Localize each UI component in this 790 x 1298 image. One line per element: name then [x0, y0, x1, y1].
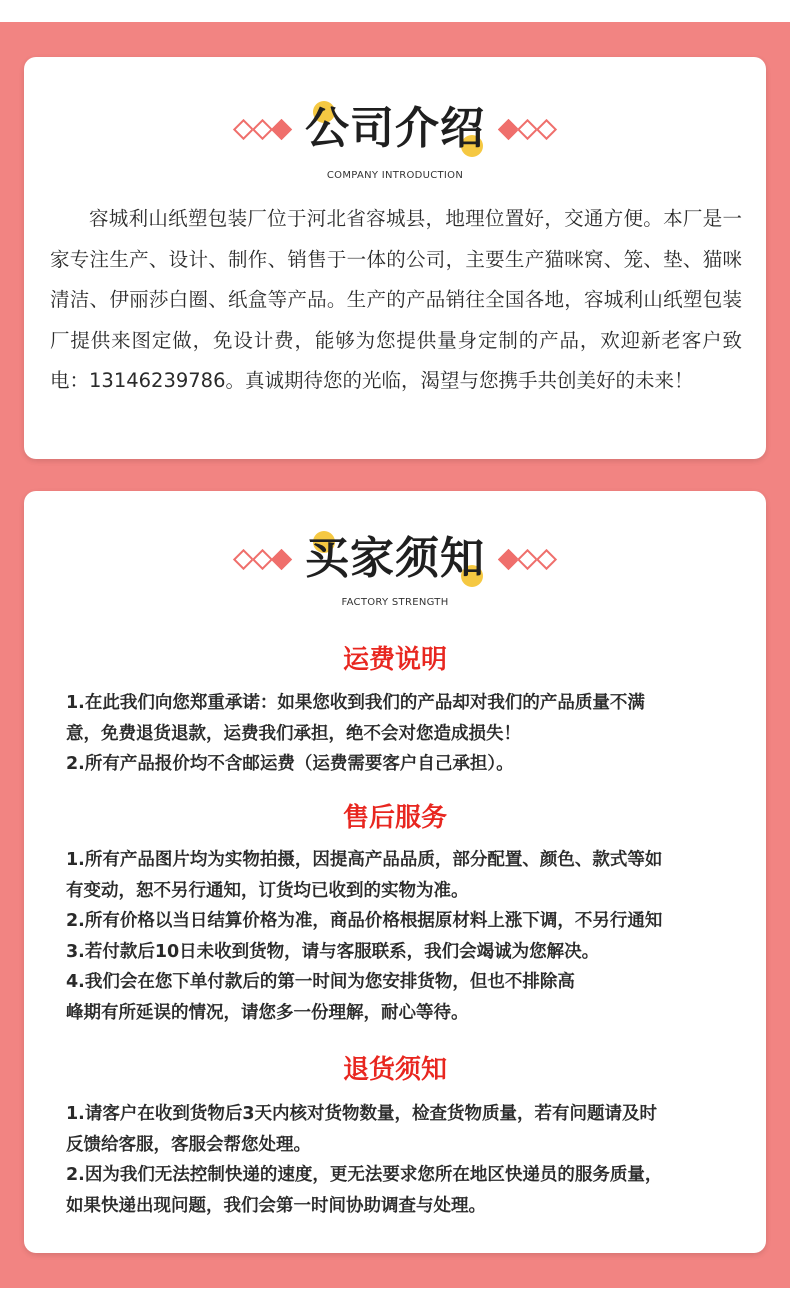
company-intro-card: [24, 57, 766, 459]
after-sales-line: 2.所有价格以当日结算价格为准，商品价格根据原材料上涨下调，不另行通知: [66, 911, 663, 931]
after-sales-line: 4.我们会在您下单付款后的第一时间为您安排货物，但也不排除高: [66, 972, 575, 992]
after-sales-body: [66, 845, 736, 1028]
company-intro-subtitle: COMPANY INTRODUCTION: [326, 170, 464, 181]
shipping-line: 2.所有产品报价均不含邮运费（运费需要客户自己承担）。: [66, 754, 514, 774]
returns-line: 反馈给客服，客服会帮您处理。: [66, 1134, 311, 1155]
company-intro-title-row: [24, 99, 766, 159]
buyer-notice-title: 买家须知: [305, 533, 485, 584]
returns-line: 如果快递出现问题，我们会第一时间协助调查与处理。: [66, 1195, 486, 1216]
returns-body: [66, 1099, 736, 1221]
company-intro-body: [50, 199, 742, 402]
returns-heading: 退货须知: [342, 1055, 447, 1085]
left-diamond-ornament: [234, 122, 291, 137]
right-diamond-ornament: [499, 552, 556, 567]
after-sales-line: 1.所有产品图片均为实物拍摄，因提高产品品质，部分配置、颜色、款式等如: [66, 850, 663, 870]
buyer-notice-subtitle: FACTORY STRENGTH: [341, 597, 449, 608]
after-sales-line: 3.若付款后10日未收到货物，请与客服联系，我们会竭诚为您解决。: [66, 941, 600, 962]
returns-line: 2.因为我们无法控制快递的速度，更无法要求您所在地区快递员的服务质量，: [66, 1165, 663, 1185]
shipping-heading: 运费说明: [342, 645, 447, 675]
right-diamond-ornament: [499, 122, 556, 137]
buyer-notice-card: [24, 491, 766, 1253]
after-sales-line: 峰期有所延误的情况，请您多一份理解，耐心等待。: [66, 1002, 469, 1023]
company-intro-title: 公司介绍: [305, 103, 485, 154]
shipping-line: 1.在此我们向您郑重承诺：如果您收到我们的产品却对我们的产品质量不满: [66, 693, 645, 713]
returns-line: 1.请客户在收到货物后3天内核对货物数量，检查货物质量，若有问题请及时: [66, 1104, 657, 1124]
buyer-notice-title-row: [24, 529, 766, 589]
after-sales-line: 有变动，恕不另行通知，订货均已收到的实物为准。: [66, 880, 469, 901]
company-intro-paragraph: 容城利山纸塑包装厂位于河北省容城县，地理位置好，交通方便。本厂是一家专注生产、设计、制作、销售于一体的公司，主要生产猫咪窝、笼、垫、猫咪清洁、伊丽莎白圈、纸盒等产品。生产的产品销往全国各地，容城利山纸塑包装厂提供来图定做，免设计费，能够为您提供量身定制的产品，欢迎新老客户致电：13146239786。真诚期待您的光临，渴望与您携手共创美好的未来！: [50, 207, 742, 392]
left-diamond-ornament: [234, 552, 291, 567]
shipping-body: [66, 688, 736, 780]
after-sales-heading: 售后服务: [342, 803, 447, 833]
shipping-line: 意，免费退货退款，运费我们承担，绝不会对您造成损失！: [66, 723, 521, 744]
